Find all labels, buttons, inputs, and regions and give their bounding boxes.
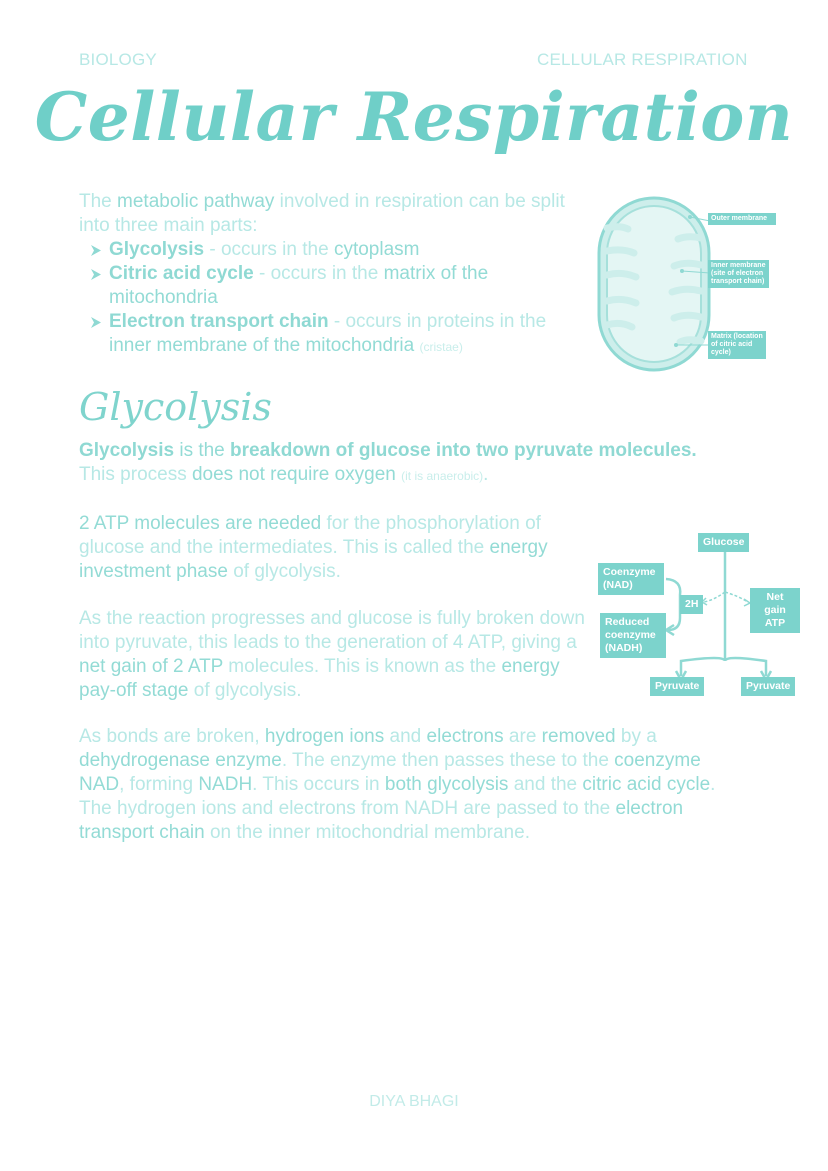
payoff-text-b: net gain of 2 ATP [79, 656, 224, 677]
bullet-note: (cristae) [419, 340, 463, 354]
bullet-mid: - occurs in the [204, 239, 334, 260]
def-text-a: Glycolysis [79, 440, 175, 461]
payoff-text-a: As the reaction progresses and glucose is fully broken down into pyruvate, this leads to the generation of 4 ATP, giving a [79, 608, 585, 653]
dh-text-o: and the [508, 774, 583, 795]
dh-text-q: . The hydrogen ions and electrons from NADH are passed to the [79, 774, 716, 819]
inner-membrane-label: Inner membrane (site of electron transport chain) [708, 260, 769, 288]
def-text-e: This process [79, 464, 192, 485]
dh-text-c: and [384, 726, 427, 747]
dh-text-h: dehydrogenase enzyme [79, 750, 282, 771]
list-item [79, 310, 584, 359]
dh-text-g: by a [615, 726, 657, 747]
intro-metabolic-pathway: metabolic pathway [117, 191, 275, 212]
bullet-place: inner membrane of the mitochondria [109, 335, 415, 356]
payoff-paragraph [79, 607, 589, 703]
author-footer: DIYA BHAGI [369, 1093, 459, 1110]
investment-text-c: energy investment phase [79, 537, 548, 582]
dh-text-a: As bonds are broken, [79, 726, 265, 747]
investment-text-b: for the phosphorylation of glucose and the intermediates. This is called the [79, 513, 541, 558]
def-text-d: into two pyruvate molecules. [430, 440, 697, 461]
intro-text [79, 190, 584, 238]
payoff-text-d: energy pay-off stage [79, 656, 560, 701]
pyruvate-box-1: Pyruvate [650, 677, 704, 696]
glucose-box: Glucose [698, 533, 749, 552]
dh-text-r: electron transport chain [79, 798, 684, 843]
matrix-label: Matrix (location of citric acid cycle) [708, 331, 766, 359]
dh-text-k: , forming [119, 774, 199, 795]
investment-text-d: of glycolysis. [227, 561, 341, 582]
dh-text-n: both glycolysis [384, 774, 509, 795]
def-text-f: does not require oxygen [191, 464, 396, 485]
def-text-g: (it is anaerobic) [401, 469, 484, 483]
bullet-name: Electron transport chain [109, 311, 329, 332]
dh-text-m: . This occurs in [252, 774, 385, 795]
dh-text-i: . The enzyme then passes these to the [281, 750, 615, 771]
dh-text-s: on the inner mitochondrial membrane. [204, 822, 530, 843]
bullet-arrow-icon [89, 244, 103, 257]
glycolysis-diagram [596, 530, 802, 700]
payoff-text-e: of glycolysis. [188, 680, 302, 701]
list-item [79, 238, 584, 262]
outer-membrane-label: Outer membrane [708, 213, 776, 225]
bullet-mid: - occurs in the [253, 263, 384, 284]
bullet-arrow-icon [89, 316, 103, 329]
payoff-text-c: molecules. This is known as the [223, 656, 502, 677]
net-gain-atp-box: Net gain ATP [750, 588, 800, 633]
dh-text-d: electrons [426, 726, 504, 747]
intro-section [79, 190, 584, 359]
page-title: Cellular Respiration [34, 78, 794, 156]
intro-text-1: The [79, 191, 118, 212]
bullet-place: matrix of the mitochondria [109, 263, 489, 308]
glycolysis-definition [79, 439, 719, 488]
mitochondrion-diagram [590, 193, 780, 373]
bullet-arrow-icon [89, 268, 103, 281]
bullet-place: cytoplasm [333, 239, 420, 260]
bullet-name: Citric acid cycle [109, 263, 254, 284]
investment-text-a: 2 ATP molecules are needed [79, 513, 322, 534]
bullet-name: Glycolysis [109, 239, 205, 260]
dh-text-j: coenzyme NAD [79, 750, 701, 795]
hydrogen-box: 2H [680, 595, 703, 614]
investment-paragraph [79, 512, 579, 584]
dh-text-l: NADH [198, 774, 253, 795]
def-text-h: . [483, 464, 489, 485]
dh-text-p: citric acid cycle [582, 774, 711, 795]
intro-text-2: involved in respiration can be split into three main parts: [79, 191, 565, 236]
respiration-parts-list [79, 238, 584, 359]
subject-label: BIOLOGY [79, 50, 157, 69]
dh-text-e: are [503, 726, 542, 747]
dehydrogenase-paragraph [79, 725, 744, 845]
pyruvate-box-2: Pyruvate [741, 677, 795, 696]
dh-text-f: removed [541, 726, 616, 747]
glycolysis-heading: Glycolysis [79, 385, 272, 429]
coenzyme-nad-box: Coenzyme (NAD) [598, 563, 664, 595]
reduced-coenzyme-box: Reduced coenzyme (NADH) [600, 613, 666, 658]
list-item [79, 262, 584, 310]
def-text-b: is the [174, 440, 231, 461]
dh-text-b: hydrogen ions [264, 726, 385, 747]
topic-label: CELLULAR RESPIRATION [537, 50, 748, 69]
def-text-c: breakdown of glucose [230, 440, 431, 461]
bullet-mid: - occurs in proteins in the [328, 311, 547, 332]
